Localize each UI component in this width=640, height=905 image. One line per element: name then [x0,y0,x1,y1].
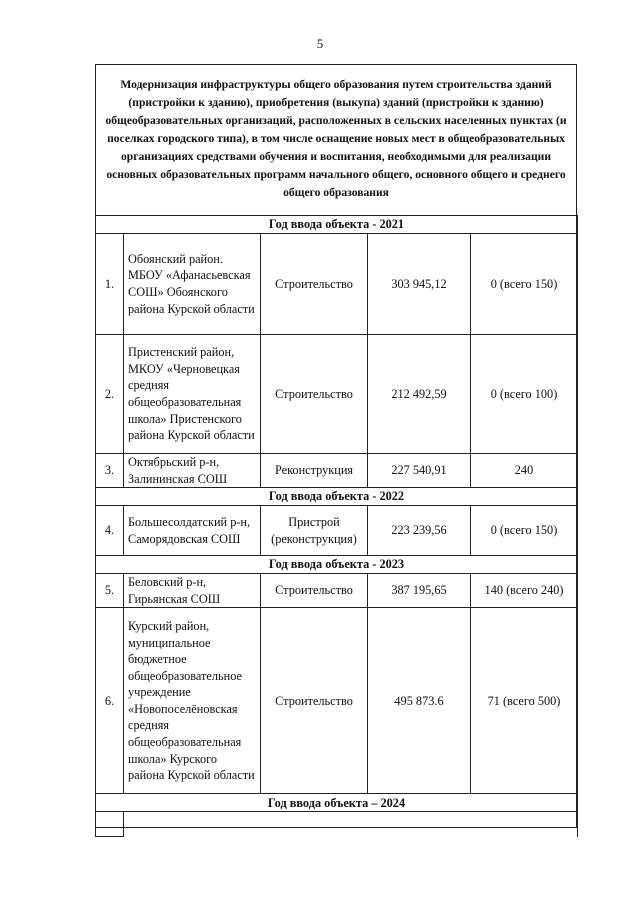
seats-value: 240 [471,454,578,488]
seats-value: 0 (всего 100) [471,335,578,454]
work-type: Реконструкция [261,454,368,488]
row-number: 4. [96,506,124,556]
year-row-2023 [96,556,578,574]
year-row-2022 [96,488,578,506]
year-label: Год ввода объекта - 2022 [96,488,578,506]
table-row [96,574,578,608]
cost-value: 227 540,91 [368,454,471,488]
row-number [96,812,124,837]
object-name: Обоянский район. МБОУ «Афанасьевская СОШ» Обоянского района Курской области [124,234,261,335]
object-name: Курский район, муниципальное бюджетное общеобразовательное учреждение «Новопоселёновская средняя общеобразовательная школа» Курского района Курской области [124,608,261,794]
year-label: Год ввода объекта - 2023 [96,556,578,574]
object-name: Октябрьский р-н, Залининская СОШ [124,454,261,488]
cost-value: 212 492,59 [368,335,471,454]
row-number: 6. [96,608,124,794]
work-type: Пристрой (реконструкция) [261,506,368,556]
seats-value: 140 (всего 240) [471,574,578,608]
work-type: Строительство [261,574,368,608]
year-label: Год ввода объекта – 2024 [96,794,578,812]
seats-value: 0 (всего 150) [471,234,578,335]
row-number: 1. [96,234,124,335]
seats-value: 71 (всего 500) [471,608,578,794]
year-row-2021 [96,216,578,234]
cost-value: 495 873.6 [368,608,471,794]
object-name: Большесолдатский р-н, Саморядовская СОШ [124,506,261,556]
section-heading: Модернизация инфраструктуры общего образования путем строительства зданий (пристройки к зданию), приобретения (выкупа) зданий (пристройки к зданию) общеобразовательных организаций, расположенных в сельских населенных пунктах (и поселках городского типа), в том числе оснащение новых мест в общеобразовательных организациях средствами обучения и воспитания, необходимыми для реализации основных образовательных программ начального общего, основного общего и среднего общего образования [105,78,567,199]
cost-value: 223 239,56 [368,506,471,556]
table-row [96,454,578,488]
object-name: Пристенский район, МКОУ «Черновецкая средняя общеобразовательная школа» Пристенского района Курской области [124,335,261,454]
page-number: 5 [316,36,324,51]
empty-cell [124,812,578,837]
table-row [96,608,578,794]
cost-value: 387 195,65 [368,574,471,608]
object-name: Беловский р-н, Гирьянская СОШ [124,574,261,608]
work-type: Строительство [261,608,368,794]
empty-row [96,812,578,837]
year-row-2024 [96,794,578,812]
work-type: Строительство [261,335,368,454]
table-row [96,234,578,335]
work-type: Строительство [261,234,368,335]
seats-value: 0 (всего 150) [471,506,578,556]
objects-table [95,215,578,837]
cost-value: 303 945,12 [368,234,471,335]
year-label: Год ввода объекта - 2021 [96,216,578,234]
row-number: 2. [96,335,124,454]
table-row [96,506,578,556]
row-number: 3. [96,454,124,488]
row-number: 5. [96,574,124,608]
table-row [96,335,578,454]
